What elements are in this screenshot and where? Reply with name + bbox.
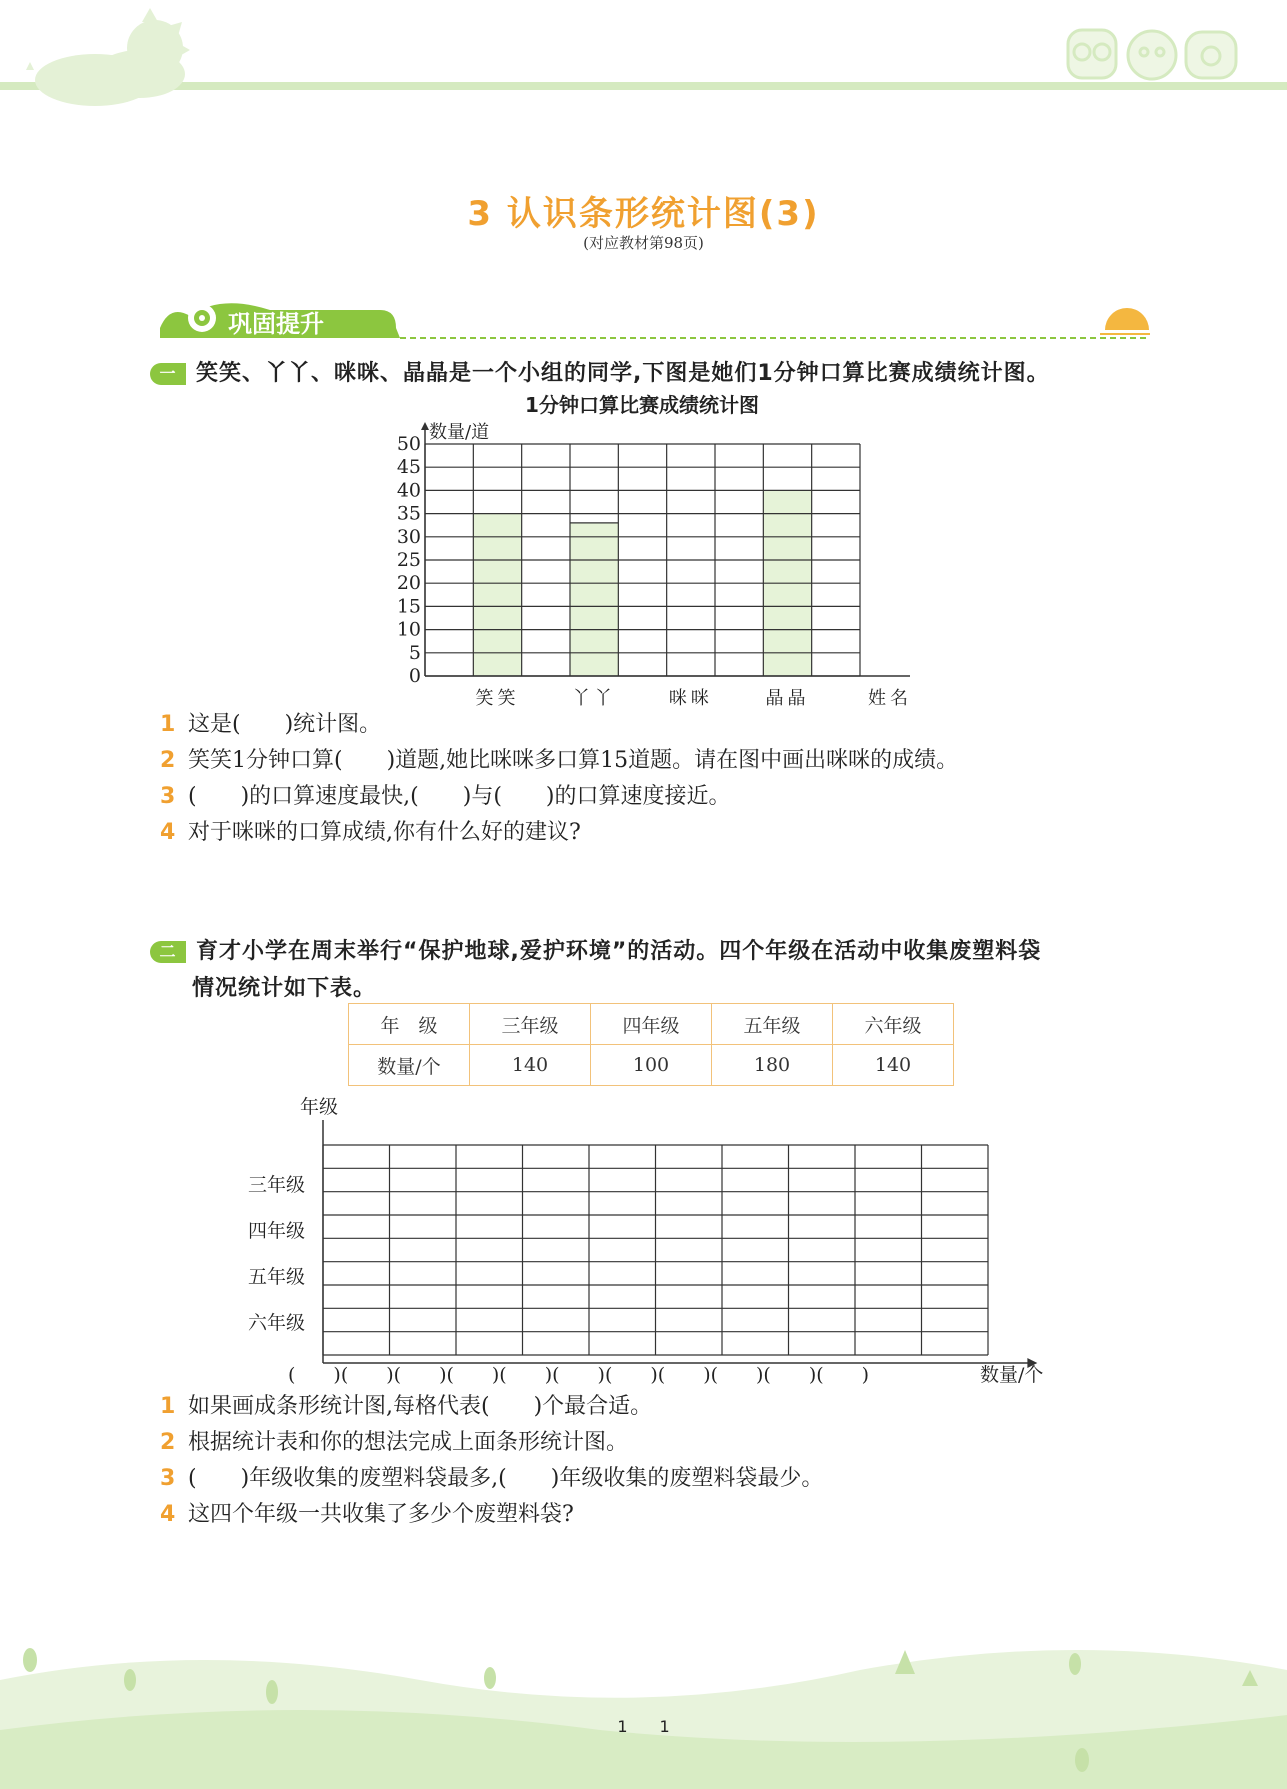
x-tick-label: 咪咪	[668, 688, 713, 708]
grid-row-label-1: 三年级	[248, 1174, 306, 1196]
table-row	[349, 1045, 954, 1086]
table-cell: 年 级	[349, 1004, 470, 1045]
grid-ylabel: 年级	[300, 1096, 339, 1118]
page-title: 3 认识条形统计图(3)	[467, 194, 820, 234]
page-number: 1 1	[617, 1717, 670, 1736]
q2-sub-3: 3 ( )年级收集的废塑料袋最多,( )年级收集的废塑料袋最少。	[160, 1466, 824, 1491]
table-cell: 五年级	[712, 1004, 833, 1045]
x-tick-label: 笑笑	[475, 688, 520, 708]
table-cell: 100	[591, 1045, 712, 1086]
bar	[473, 514, 521, 676]
x-tick-label: 晶晶	[765, 688, 810, 708]
question-2-badge: 二	[150, 941, 186, 963]
y-tick-label: 35	[396, 502, 421, 525]
y-axis-arrow	[421, 422, 429, 430]
q1-sub-2: 2 笑笑1分钟口算( )道题,她比咪咪多口算15道题。请在图中画出咪咪的成绩。	[160, 748, 959, 773]
question-1-text: 一 笑笑、丫丫、咪咪、晶晶是一个小组的同学,下图是她们1分钟口算比赛成绩统计图。	[150, 356, 1150, 387]
q1-sub-3: 3 ( )的口算速度最快,( )与( )的口算速度接近。	[160, 784, 731, 809]
table-cell: 180	[712, 1045, 833, 1086]
page-subtitle: (对应教材第98页)	[583, 234, 704, 252]
q2-sub-1: 1 如果画成条形统计图,每格代表( )个最合适。	[160, 1394, 653, 1419]
grid-row-label-2: 四年级	[248, 1220, 306, 1242]
empty-bar-grid	[240, 1090, 1070, 1380]
chart-title: 1分钟口算比赛成绩统计图	[525, 393, 759, 417]
y-tick-label: 50	[396, 433, 421, 455]
y-tick-label: 0	[408, 665, 421, 687]
y-tick-label: 15	[396, 595, 421, 618]
table-cell: 140	[470, 1045, 591, 1086]
question-1-subquestions	[160, 710, 1210, 848]
bar-chart	[380, 388, 940, 708]
grid-xlabel: 数量/个	[980, 1364, 1044, 1386]
q2-sub-2: 2 根据统计表和你的想法完成上面条形统计图。	[160, 1430, 629, 1455]
q1-sub-4: 4 对于咪咪的口算成绩,你有什么好的建议?	[160, 820, 581, 845]
table-cell: 六年级	[833, 1004, 954, 1045]
sun-cloud-icon	[26, 8, 190, 106]
x-tick-label: 丫丫	[572, 688, 617, 708]
animal-faces-icon	[1068, 30, 1236, 79]
sun-icon	[1100, 308, 1150, 334]
section-label: 巩固提升	[228, 310, 324, 338]
q2-sub-4: 4 这四个年级一共收集了多少个废塑料袋?	[160, 1502, 574, 1527]
y-tick-label: 45	[396, 456, 421, 479]
table-cell: 四年级	[591, 1004, 712, 1045]
grid-row-label-3: 五年级	[248, 1266, 306, 1288]
table-cell: 数量/个	[349, 1045, 470, 1086]
table-cell: 140	[833, 1045, 954, 1086]
y-tick-label: 10	[396, 618, 421, 641]
footer-landscape	[0, 1620, 1287, 1789]
grid-row-label-4: 六年级	[248, 1312, 306, 1334]
y-tick-label: 40	[396, 479, 421, 502]
y-tick-label: 30	[396, 525, 421, 548]
data-table	[348, 1003, 954, 1086]
question-2-text: 二 育才小学在周末举行“保护地球,爱护环境”的活动。四个年级在活动中收集废塑料袋 情况统计如下表。	[150, 934, 1160, 1002]
grid-axis-blanks: ( )( )( )( )( )( )( )( )( )( )( )	[288, 1364, 870, 1386]
x-axis-label: 姓名	[868, 688, 912, 708]
y-tick-label: 25	[396, 549, 421, 571]
y-axis-label: 数量/道	[429, 422, 490, 443]
q1-sub-1: 1 这是( )统计图。	[160, 712, 382, 737]
table-header-row	[349, 1004, 954, 1045]
y-tick-label: 20	[396, 572, 421, 595]
table-cell: 三年级	[470, 1004, 591, 1045]
question-1-badge: 一	[150, 363, 186, 385]
y-tick-label: 5	[408, 641, 421, 664]
header-decoration	[0, 0, 1287, 120]
question-2-subquestions	[160, 1392, 1210, 1530]
